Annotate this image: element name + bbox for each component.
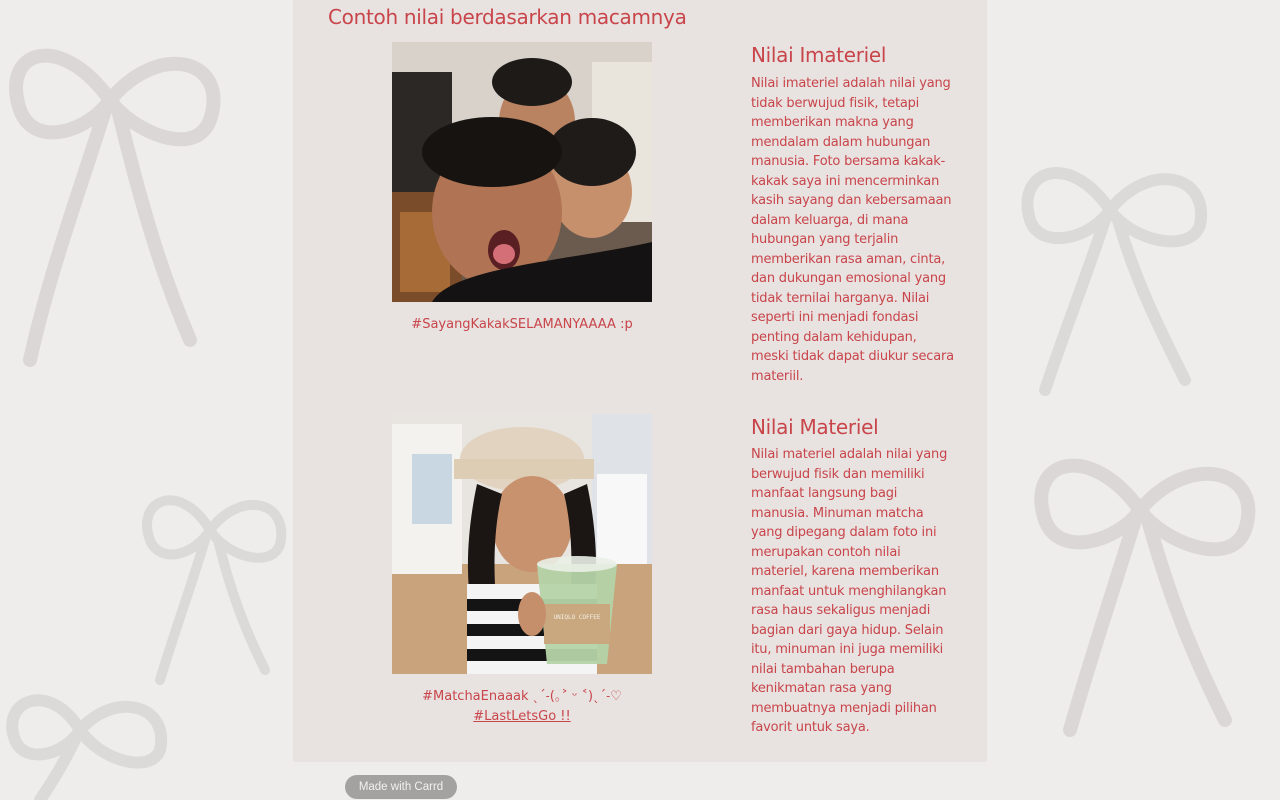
photo-caption <box>353 315 691 335</box>
section-body: Nilai imateriel adalah nilai yang tidak berwujud fisik, tetapi memberikan makna yang mendalam dalam hubungan manusia. Foto bersama kakak-kakak saya ini mencerminkan kasih sayang dan kebersamaan dalam keluarga, di mana hubungan yang terjalin memberikan rasa aman, cinta, dan dukungan emosional yang tidak ternilai harganya. Nilai seperti ini menjadi fondasi penting dalam kehidupan, meski tidak dapat diukur secara materiil. <box>751 76 954 384</box>
bow-decoration-icon <box>1010 420 1280 740</box>
matcha-photo <box>392 414 652 674</box>
section-title: Nilai Materiel <box>751 415 879 439</box>
bow-decoration-icon <box>0 660 180 800</box>
page-heading: Contoh nilai berdasarkan macamnya <box>328 5 687 29</box>
photo-caption <box>353 687 691 726</box>
section-title: Nilai Imateriel <box>751 43 887 67</box>
selfie-photo <box>392 42 652 302</box>
cup-label: UNIQLO COFFEE <box>553 614 601 621</box>
section-body: Nilai materiel adalah nilai yang berwujud fisik dan memiliki manfaat langsung bagi manusia. Minuman matcha yang dipegang dalam foto ini merupakan contoh nilai materiel, karena memberikan manfaat untuk menghilangkan rasa haus sekaligus menjadi bagian dari gaya hidup. Selain itu, minuman ini juga memiliki nilai tambahan berupa kenikmatan rasa yang membuatnya menjadi pilihan favorit untuk saya. <box>751 447 948 735</box>
made-with-carrd-badge[interactable]: Made with Carrd <box>345 775 457 799</box>
hashtag-link[interactable]: #LastLetsGo !! <box>473 708 571 724</box>
content-card <box>293 0 987 762</box>
hashtag-caption: #SayangKakakSELAMANYAAAA :p <box>411 317 633 332</box>
bow-decoration-icon <box>1000 140 1230 400</box>
hashtag-caption: #MatchaEnaaak ˎˊ˗(｡˃ ᵕ ˂)ˎˊ˗♡ <box>422 689 622 704</box>
bow-decoration-icon <box>130 470 300 690</box>
bow-decoration-icon <box>0 10 250 390</box>
